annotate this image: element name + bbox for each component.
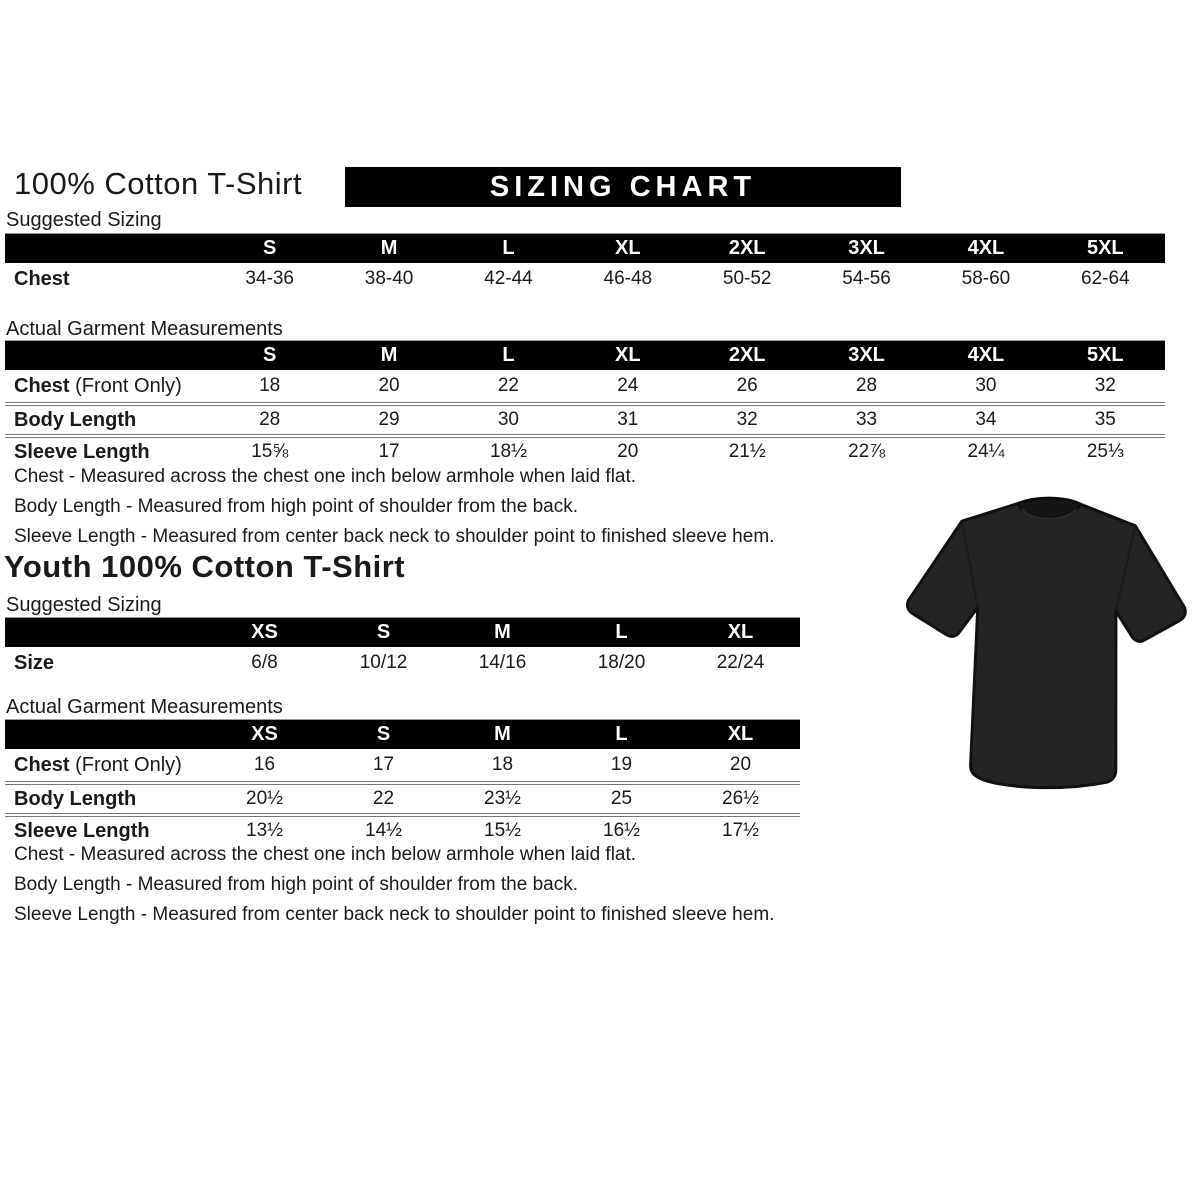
adult-actual-measurements-label: Actual Garment Measurements: [6, 318, 283, 340]
measurement-cell: 15½: [484, 820, 521, 841]
measurement-cell: 20: [378, 375, 400, 396]
size-column-header: XL: [615, 237, 641, 259]
measurement-cell: 28: [259, 409, 281, 430]
size-column-header: 3XL: [848, 237, 885, 259]
measurement-cell: 19: [610, 754, 633, 775]
measurement-note: Sleeve Length - Measured from center back neck to shoulder point to finished sleeve hem.: [14, 904, 775, 925]
row-label: Sleeve Length: [14, 440, 150, 463]
row-label: Sleeve Length: [14, 819, 150, 842]
measurement-cell: 17½: [722, 820, 759, 841]
measurement-cell: 30: [975, 375, 997, 396]
measurement-cell: 33: [855, 409, 878, 430]
size-column-header: M: [380, 344, 398, 366]
adult-actual-measurements-table: [5, 340, 1165, 466]
measurement-note: Sleeve Length - Measured from center back neck to shoulder point to finished sleeve hem.: [14, 526, 775, 547]
measurement-cell: 26: [736, 375, 758, 396]
measurement-cell: 50-52: [722, 268, 772, 289]
adult-suggested-sizing-table: [5, 233, 1165, 295]
size-column-header: XL: [727, 723, 754, 745]
youth-actual-measurements-label: Actual Garment Measurements: [6, 696, 283, 718]
measurement-cell: 6/8: [251, 652, 278, 673]
table-row: [5, 370, 1165, 402]
row-label: Body Length: [14, 408, 137, 431]
adult-product-title: 100% Cotton T-Shirt: [14, 166, 303, 201]
measurement-cell: 20½: [246, 788, 283, 809]
measurement-cell: 17: [372, 754, 395, 775]
measurement-cell: 35: [1094, 409, 1116, 430]
size-column-header: 4XL: [967, 237, 1005, 259]
table-row: [5, 647, 800, 679]
sizing-chart-banner: SIZING CHART: [345, 167, 901, 207]
table-row: [5, 402, 1165, 434]
measurement-cell: 29: [378, 409, 400, 430]
measurement-cell: 18/20: [597, 652, 646, 673]
size-column-header: L: [615, 621, 628, 643]
measurement-cell: 10/12: [359, 652, 408, 673]
size-column-header: M: [494, 723, 511, 745]
row-label: Chest (Front Only): [14, 753, 182, 776]
size-column-header: 3XL: [848, 344, 885, 366]
measurement-cell: 14/16: [478, 652, 527, 673]
measurement-cell: 16½: [603, 820, 640, 841]
measurement-cell: 15⅝: [251, 441, 289, 462]
row-label: Size: [14, 651, 55, 674]
table-row: [5, 263, 1165, 295]
size-column-header: 2XL: [728, 237, 766, 259]
adult-suggested-sizing-label: Suggested Sizing: [6, 209, 162, 231]
measurement-cell: 62-64: [1081, 268, 1130, 289]
measurement-cell: 46-48: [603, 268, 653, 289]
measurement-cell: 24¼: [967, 441, 1005, 462]
youth-product-title: Youth 100% Cotton T-Shirt: [4, 549, 406, 584]
measurement-note: Chest - Measured across the chest one inch below armhole when laid flat.: [14, 844, 637, 865]
measurement-cell: 21½: [728, 441, 766, 462]
size-column-header: L: [615, 723, 628, 745]
measurement-cell: 17: [378, 441, 400, 462]
measurement-cell: 31: [617, 409, 639, 430]
measurement-cell: 20: [729, 754, 752, 775]
adult-measurement-notes: [14, 462, 774, 552]
measurement-cell: 16: [253, 754, 276, 775]
size-column-header: 5XL: [1086, 344, 1124, 366]
measurement-cell: 34: [975, 409, 997, 430]
size-column-header: S: [376, 621, 391, 643]
measurement-note: Body Length - Measured from high point of shoulder from the back.: [14, 874, 578, 895]
measurement-cell: 14½: [365, 820, 402, 841]
row-label: Chest: [14, 267, 70, 290]
measurement-cell: 32: [736, 409, 758, 430]
measurement-cell: 18: [491, 754, 514, 775]
table-header-row: [5, 234, 1165, 263]
size-column-header: M: [380, 237, 398, 259]
measurement-cell: 18: [259, 375, 281, 396]
measurement-cell: 24: [617, 375, 639, 396]
measurement-cell: 42-44: [484, 268, 533, 289]
measurement-cell: 30: [497, 409, 519, 430]
measurement-cell: 38-40: [364, 268, 414, 289]
row-label: Body Length: [14, 787, 137, 810]
table-header-row: [5, 720, 800, 749]
measurement-cell: 13½: [246, 820, 283, 841]
measurement-cell: 26½: [722, 788, 759, 809]
measurement-cell: 25⅓: [1086, 441, 1124, 462]
size-column-header: XL: [727, 621, 754, 643]
measurement-cell: 18½: [489, 441, 527, 462]
measurement-cell: 58-60: [961, 268, 1011, 289]
table-row: [5, 749, 800, 781]
table-header-row: [5, 618, 800, 647]
size-column-header: L: [502, 237, 515, 259]
measurement-cell: 22: [497, 375, 519, 396]
size-column-header: S: [263, 237, 277, 259]
youth-measurement-notes: [14, 840, 774, 930]
black-tshirt-product-image: [893, 470, 1198, 818]
measurement-cell: 25: [610, 788, 633, 809]
black-tshirt-illustration: [893, 470, 1198, 818]
size-column-header: 4XL: [967, 344, 1005, 366]
measurement-cell: 32: [1094, 375, 1116, 396]
size-column-header: XL: [615, 344, 641, 366]
measurement-cell: 22⅞: [848, 441, 886, 462]
size-column-header: 2XL: [728, 344, 766, 366]
measurement-cell: 54-56: [842, 268, 891, 289]
youth-suggested-sizing-table: [5, 617, 800, 679]
size-column-header: 5XL: [1086, 237, 1124, 259]
size-column-header: S: [263, 344, 277, 366]
size-column-header: XS: [251, 621, 278, 643]
size-column-header: XS: [251, 723, 278, 745]
measurement-cell: 28: [855, 375, 878, 396]
measurement-note: Chest - Measured across the chest one inch below armhole when laid flat.: [14, 466, 637, 487]
size-column-header: S: [376, 723, 391, 745]
size-column-header: M: [494, 621, 511, 643]
measurement-cell: 23½: [484, 788, 521, 809]
table-header-row: [5, 341, 1165, 370]
row-label: Chest (Front Only): [14, 374, 182, 397]
measurement-note: Body Length - Measured from high point of shoulder from the back.: [14, 496, 578, 517]
measurement-cell: 34-36: [245, 268, 294, 289]
table-row: [5, 781, 800, 813]
size-column-header: L: [502, 344, 515, 366]
measurement-cell: 20: [617, 441, 639, 462]
youth-actual-measurements-table: [5, 719, 800, 845]
measurement-cell: 22/24: [716, 652, 765, 673]
measurement-cell: 22: [372, 788, 395, 809]
youth-suggested-sizing-label: Suggested Sizing: [6, 594, 162, 616]
